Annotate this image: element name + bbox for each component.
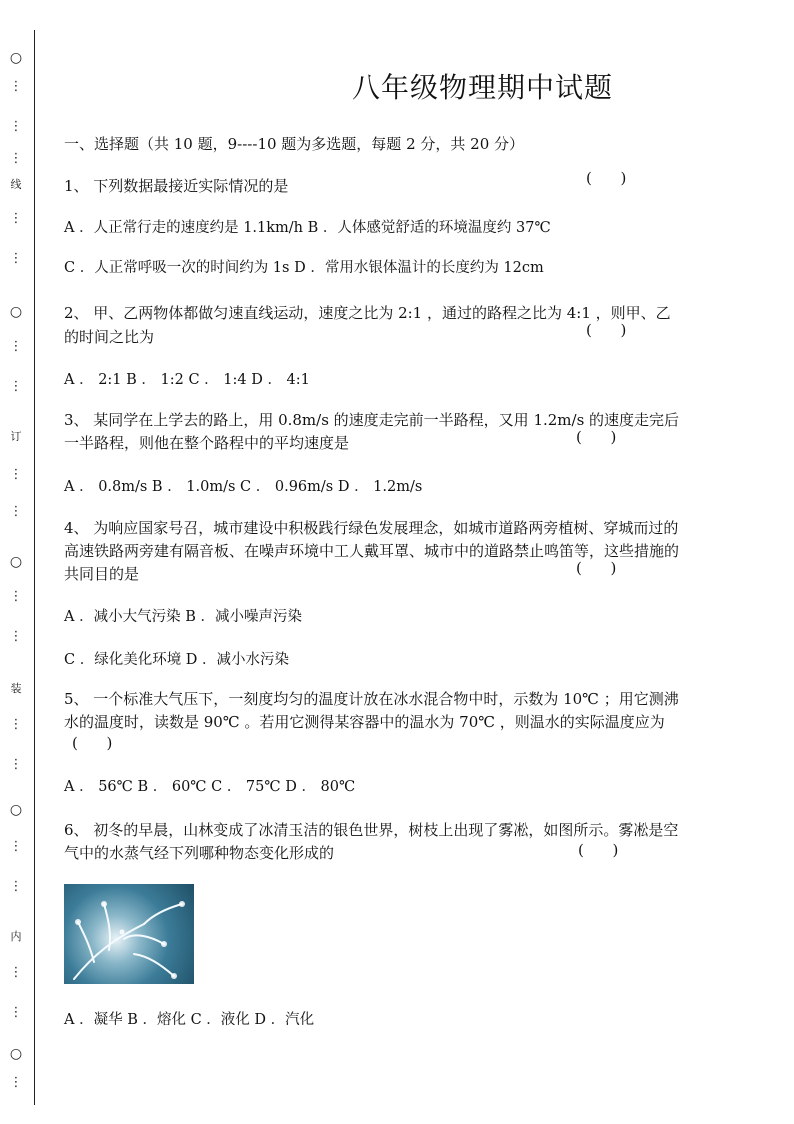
binding-dots: ⋮ bbox=[9, 629, 23, 644]
question-6-line: 气中的水蒸气经下列哪种物态变化形成的 bbox=[64, 844, 335, 862]
answer-blank-1: ( ) bbox=[586, 169, 627, 187]
question-5-options: A ． 56℃ B ． 60℃ C ． 75℃ D ． 80℃ bbox=[64, 779, 356, 795]
frost-branch-icon bbox=[64, 884, 194, 984]
question-4-line: 共同目的是 bbox=[64, 565, 140, 583]
question-4-options: A ．减小大气污染 B ．减小噪声污染 bbox=[64, 609, 302, 625]
binding-dots: ⋮ bbox=[9, 251, 23, 266]
question-1-line: 1、 下列数据最接近实际情况的是 bbox=[64, 177, 289, 195]
binding-dots: ⋮ bbox=[9, 1075, 23, 1090]
question-2-line: 的时间之比为 bbox=[64, 328, 155, 346]
binding-dots: ⋮ bbox=[9, 504, 23, 519]
section-heading: 一、选择题（共 10 题，9----10 题为多选题，每题 2 分，共 20 分） bbox=[64, 135, 524, 153]
binding-dots: ⋮ bbox=[9, 1005, 23, 1020]
binding-dots: ⋮ bbox=[9, 379, 23, 394]
binding-circle-icon: ○ bbox=[9, 304, 23, 320]
binding-circle-icon: ○ bbox=[9, 50, 23, 66]
binding-dots: ⋮ bbox=[9, 717, 23, 732]
binding-label-line: 线 bbox=[10, 178, 22, 191]
rime-photo bbox=[64, 884, 194, 984]
answer-blank-4: ( ) bbox=[576, 559, 617, 577]
question-4-line: 高速铁路两旁建有隔音板、在噪声环境中工人戴耳罩、城市中的道路禁止鸣笛等，这些措施的 bbox=[64, 542, 680, 560]
binding-label-ding: 订 bbox=[10, 430, 22, 443]
question-2-line: 2、 甲、乙两物体都做匀速直线运动，速度之比为 2:1 ，通过的路程之比为 4:1 ，则甲、乙 bbox=[64, 304, 671, 322]
binding-dots: ⋮ bbox=[9, 757, 23, 772]
exam-page bbox=[64, 0, 776, 1124]
binding-dots: ⋮ bbox=[9, 589, 23, 604]
binding-dots: ⋮ bbox=[9, 119, 23, 134]
binding-dots: ⋮ bbox=[9, 965, 23, 980]
question-4-options: C ．绿化美化环境 D ．减小水污染 bbox=[64, 652, 290, 668]
binding-circle-icon: ○ bbox=[9, 1046, 23, 1062]
question-2-options: A ． 2:1 B ． 1:2 C ． 1:4 D ． 4:1 bbox=[64, 372, 310, 388]
binding-circle-icon: ○ bbox=[9, 554, 23, 570]
binding-dots: ⋮ bbox=[9, 339, 23, 354]
page-title: 八年级物理期中试题 bbox=[352, 71, 614, 104]
binding-line bbox=[34, 30, 35, 1105]
answer-blank-5: ( ) bbox=[72, 734, 113, 752]
question-3-options: A ． 0.8m/s B ． 1.0m/s C ． 0.96m/s D ． 1.2m/s bbox=[64, 479, 423, 495]
binding-label-nei: 内 bbox=[10, 930, 22, 943]
question-3-line: 一半路程，则他在整个路程中的平均速度是 bbox=[64, 434, 350, 452]
binding-dots: ⋮ bbox=[9, 879, 23, 894]
answer-blank-2: ( ) bbox=[586, 321, 627, 339]
question-5-line: 水的温度时，读数是 90℃ 。若用它测得某容器中的温水为 70℃ ，则温水的实际温度应为 bbox=[64, 713, 665, 731]
binding-dots: ⋮ bbox=[9, 467, 23, 482]
binding-circle-icon: ○ bbox=[9, 802, 23, 818]
question-6-line: 6、 初冬的早晨，山林变成了冰清玉洁的银色世界，树枝上出现了雾凇，如图所示。雾凇是空 bbox=[64, 821, 679, 839]
question-6-options: A ．凝华 B ．熔化 C ．液化 D ．汽化 bbox=[64, 1012, 315, 1028]
binding-margin bbox=[0, 0, 38, 1124]
binding-dots: ⋮ bbox=[9, 79, 23, 94]
question-4-line: 4、 为响应国家号召，城市建设中积极践行绿色发展理念，如城市道路两旁植树、穿城而过的 bbox=[64, 519, 679, 537]
binding-dots: ⋮ bbox=[9, 839, 23, 854]
question-1-options: A ．人正常行走的速度约是 1.1km/h B ．人体感觉舒适的环境温度约 37℃ bbox=[64, 220, 551, 236]
binding-dots: ⋮ bbox=[9, 151, 23, 166]
question-3-line: 3、 某同学在上学去的路上，用 0.8m/s 的速度走完前一半路程，又用 1.2m/s 的速度走完后 bbox=[64, 411, 680, 429]
question-5-line: 5、 一个标准大气压下，一刻度均匀的温度计放在冰水混合物中时，示数为 10℃ ；用它测沸 bbox=[64, 690, 679, 708]
answer-blank-6: ( ) bbox=[578, 841, 619, 859]
binding-label-zhuang: 装 bbox=[10, 682, 22, 695]
answer-blank-3: ( ) bbox=[576, 428, 617, 446]
binding-dots: ⋮ bbox=[9, 211, 23, 226]
question-1-options: C ．人正常呼吸一次的时间约为 1s D ．常用水银体温计的长度约为 12cm bbox=[64, 260, 544, 276]
